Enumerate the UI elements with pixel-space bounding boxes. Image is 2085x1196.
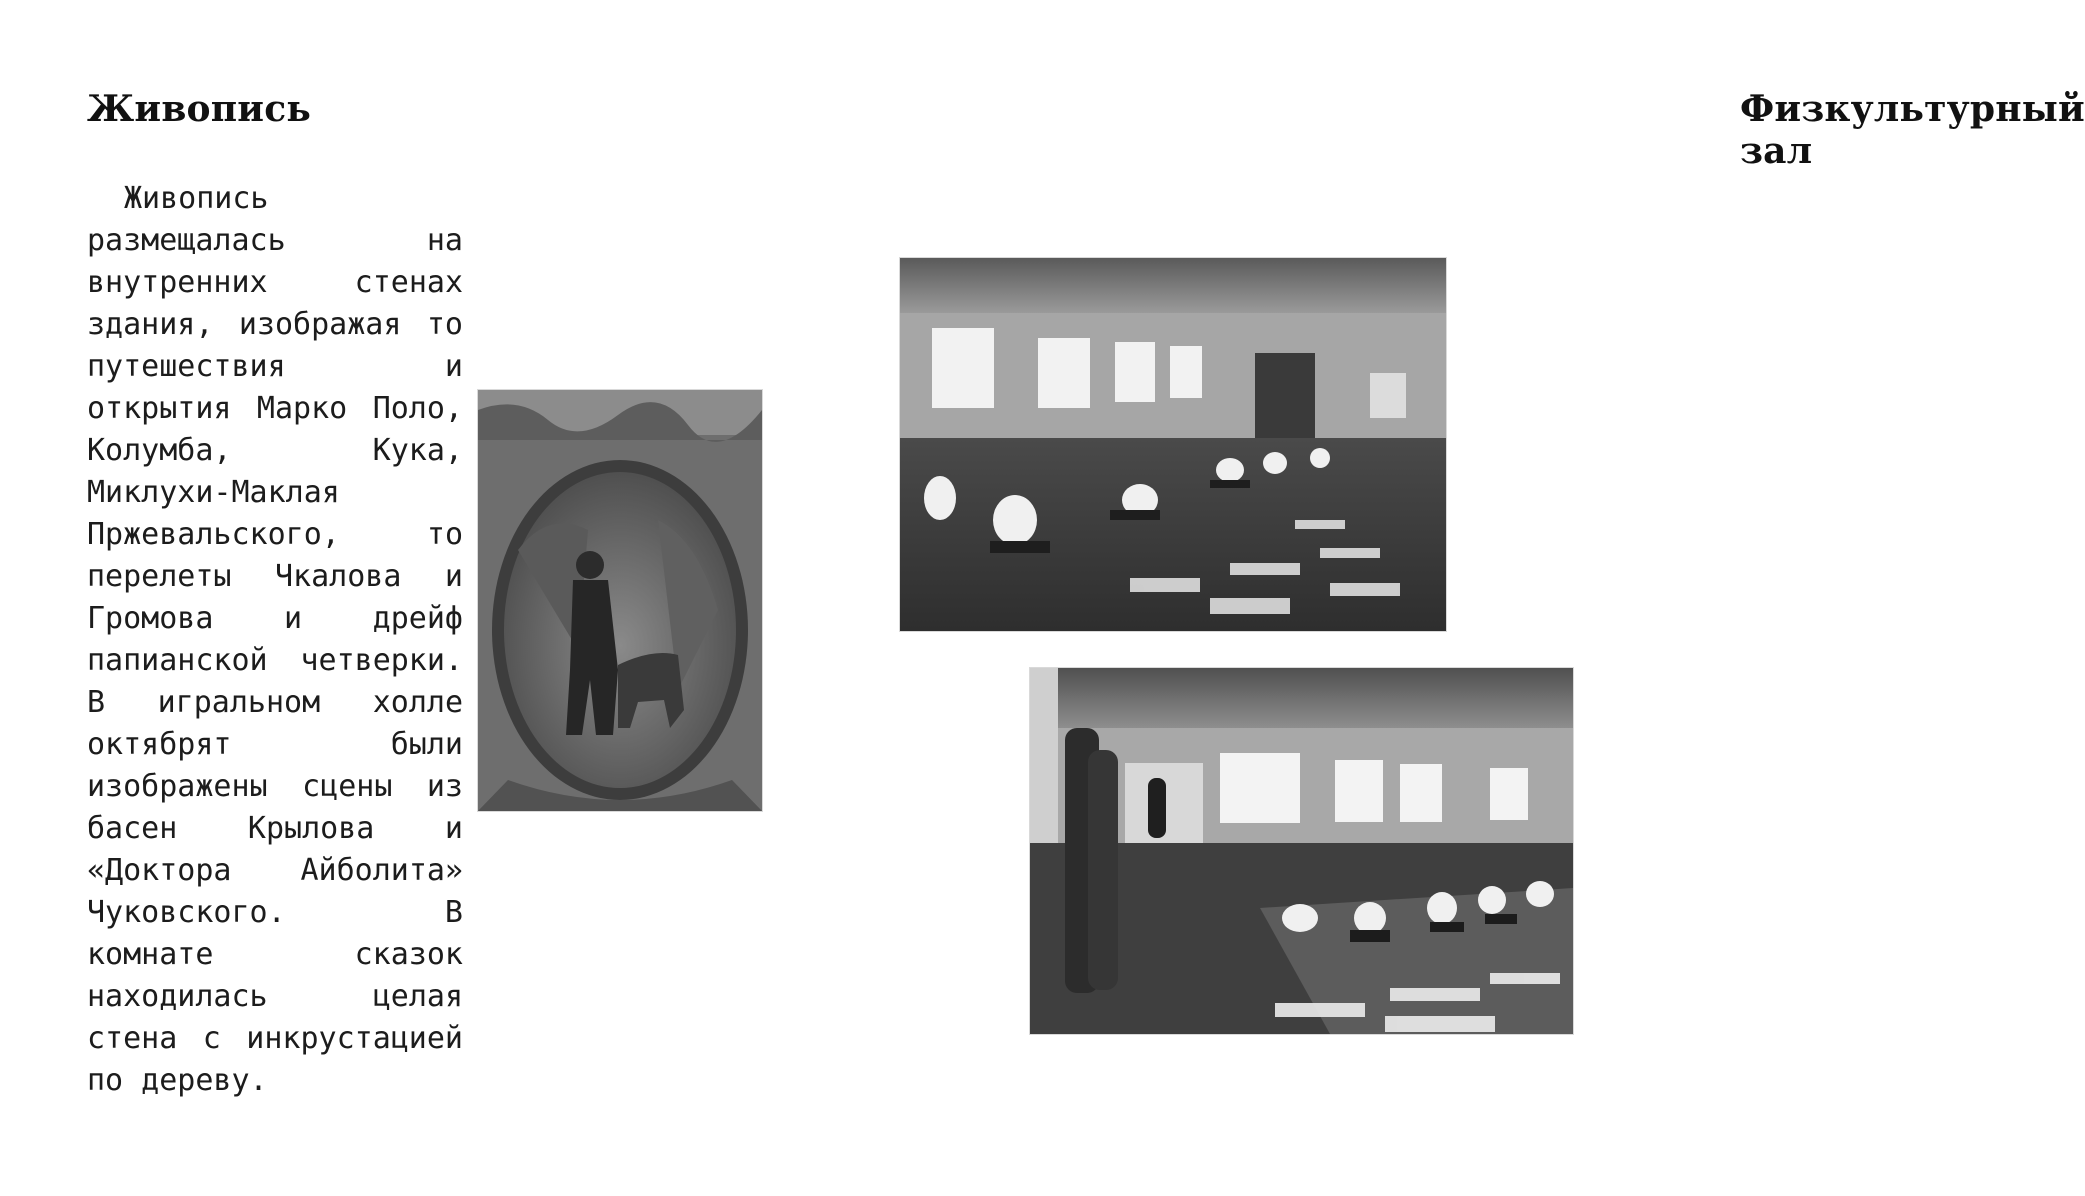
left-page bbox=[0, 0, 840, 1196]
section-heading-gym: Физкультурный зал bbox=[1740, 88, 2085, 172]
mural-painting-photo bbox=[478, 390, 762, 811]
gym-hall-photo-2 bbox=[1030, 668, 1573, 1034]
section-heading-painting: Живопись bbox=[87, 88, 311, 130]
painting-paragraph-text: Живопись размещалась на внутренних стенах здания, изображая то путешествия и открытия Марко Поло, Колумба, Кука, Миклухи-Маклая Пржевальского, то перелеты Чкалова и Громова и дрейф папианской четверки. В игральном холле октябрят были изображены сцены из басен Крылова и «Доктора Айболита» Чуковского. В комнате сказок находилась целая стена с инкрустацией по дереву. bbox=[87, 181, 463, 1098]
gym-hall-photo-1 bbox=[900, 258, 1446, 631]
painting-paragraph bbox=[87, 178, 463, 1102]
